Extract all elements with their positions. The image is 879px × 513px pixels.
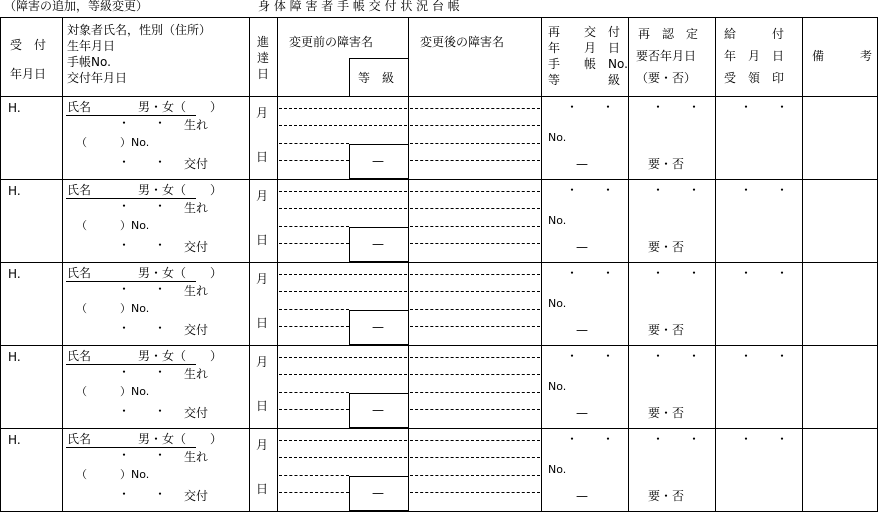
recert-yes-no: 要・否 <box>648 406 685 420</box>
birth-suffix: 生れ <box>184 284 209 298</box>
header-progress-2: 達 <box>257 51 270 65</box>
after-dash-line <box>410 409 540 410</box>
grade-box <box>349 144 409 179</box>
birth-dots: ・ ・ <box>118 282 167 296</box>
after-dash-line <box>410 475 540 476</box>
row-bottom-line <box>0 428 878 429</box>
after-dash-line <box>410 392 540 393</box>
row-bottom-line <box>0 262 878 263</box>
birth-dots: ・ ・ <box>118 448 167 462</box>
supply-date-dots: ・ ・ <box>740 349 789 363</box>
reissue-no: No. <box>548 380 567 393</box>
header-bottom-line <box>0 96 878 97</box>
recert-date-dots: ・ ・ <box>652 349 701 363</box>
era-prefix: H. <box>8 433 21 447</box>
progress-month: 月 <box>256 355 269 369</box>
name-label: 氏名 <box>67 349 92 363</box>
header-reissue-4: 等 級 <box>548 73 621 87</box>
col-line <box>277 17 278 512</box>
birth-suffix: 生れ <box>184 118 209 132</box>
notebook-number: （ ）No. <box>76 302 150 315</box>
notebook-number: （ ）No. <box>76 136 150 149</box>
progress-day: 日 <box>256 399 269 413</box>
after-dash-line <box>410 243 540 244</box>
form-title: 身 体 障 害 者 手 帳 交 付 状 況 台 帳 <box>258 0 460 13</box>
before-dash-line <box>279 475 349 476</box>
before-dash-line <box>279 326 349 327</box>
reissue-grade-dash: — <box>576 489 588 503</box>
header-top-line <box>0 17 878 18</box>
header-person-3: 手帳No. <box>67 55 111 69</box>
col-line <box>715 17 716 512</box>
header-supply-3: 受 領 印 <box>724 71 785 85</box>
header-before: 変更前の障害名 <box>289 35 374 49</box>
col-line <box>802 17 803 512</box>
grade-box <box>349 227 409 262</box>
header-remarks: 備 考 <box>812 49 873 63</box>
after-dash-line <box>410 291 540 292</box>
before-dash-line <box>279 457 407 458</box>
issue-dots: ・ ・ <box>118 321 167 335</box>
name-label: 氏名 <box>67 266 92 280</box>
sex-field: 男・女（ ） <box>138 100 223 114</box>
reissue-date-dots: ・ ・ <box>566 266 615 280</box>
name-label: 氏名 <box>67 183 92 197</box>
after-dash-line <box>410 191 540 192</box>
header-reissue-2: 年 月 日 <box>548 41 621 55</box>
notebook-number: （ ）No. <box>76 468 150 481</box>
sex-field: 男・女（ ） <box>138 349 223 363</box>
grade-dash: — <box>372 237 384 251</box>
col-line <box>541 17 542 512</box>
after-dash-line <box>410 357 540 358</box>
col-line <box>0 17 1 512</box>
recert-date-dots: ・ ・ <box>652 100 701 114</box>
after-dash-line <box>410 274 540 275</box>
header-after: 変更後の障害名 <box>420 35 505 49</box>
issue-suffix: 交付 <box>184 489 209 503</box>
era-prefix: H. <box>8 267 21 281</box>
after-dash-line <box>410 457 540 458</box>
before-dash-line <box>279 125 407 126</box>
before-dash-line <box>279 291 407 292</box>
reissue-date-dots: ・ ・ <box>566 349 615 363</box>
era-prefix: H. <box>8 350 21 364</box>
col-line <box>628 17 629 512</box>
recert-date-dots: ・ ・ <box>652 183 701 197</box>
birth-suffix: 生れ <box>184 367 209 381</box>
before-dash-line <box>279 274 407 275</box>
progress-month: 月 <box>256 106 269 120</box>
supply-date-dots: ・ ・ <box>740 100 789 114</box>
recert-yes-no: 要・否 <box>648 157 685 171</box>
grade-box <box>349 310 409 345</box>
reissue-no: No. <box>548 463 567 476</box>
supply-date-dots: ・ ・ <box>740 432 789 446</box>
header-person-1: 対象者氏名，性別（住所） <box>67 23 212 37</box>
before-dash-line <box>279 309 349 310</box>
issue-suffix: 交付 <box>184 323 209 337</box>
issue-suffix: 交付 <box>184 240 209 254</box>
era-prefix: H. <box>8 184 21 198</box>
row-bottom-line <box>0 179 878 180</box>
header-recert-3: （要・否） <box>636 71 697 85</box>
grade-dash: — <box>372 154 384 168</box>
before-dash-line <box>279 143 349 144</box>
birth-dots: ・ ・ <box>118 116 167 130</box>
header-reissue-1: 再 交 付 <box>548 25 621 39</box>
after-dash-line <box>410 160 540 161</box>
reissue-grade-dash: — <box>576 406 588 420</box>
name-label: 氏名 <box>67 432 92 446</box>
before-dash-line <box>279 409 349 410</box>
header-receipt-1: 受 付 <box>10 38 47 52</box>
birth-suffix: 生れ <box>184 201 209 215</box>
issue-dots: ・ ・ <box>118 238 167 252</box>
issue-suffix: 交付 <box>184 157 209 171</box>
after-dash-line <box>410 309 540 310</box>
issue-dots: ・ ・ <box>118 404 167 418</box>
after-dash-line <box>410 208 540 209</box>
col-line <box>62 17 63 512</box>
after-dash-line <box>410 125 540 126</box>
reissue-grade-dash: — <box>576 240 588 254</box>
reissue-date-dots: ・ ・ <box>566 183 615 197</box>
recert-yes-no: 要・否 <box>648 323 685 337</box>
before-dash-line <box>279 357 407 358</box>
before-dash-line <box>279 243 349 244</box>
before-dash-line <box>279 226 349 227</box>
issue-suffix: 交付 <box>184 406 209 420</box>
issue-dots: ・ ・ <box>118 155 167 169</box>
sex-field: 男・女（ ） <box>138 266 223 280</box>
recert-yes-no: 要・否 <box>648 240 685 254</box>
header-person-2: 生年月日 <box>67 39 116 53</box>
reissue-no: No. <box>548 214 567 227</box>
header-progress-1: 進 <box>257 35 270 49</box>
header-grade: 等 級 <box>358 71 395 85</box>
before-dash-line <box>279 392 349 393</box>
birth-suffix: 生れ <box>184 450 209 464</box>
after-dash-line <box>410 226 540 227</box>
header-reissue-3: 手 帳 No. <box>548 57 628 71</box>
era-prefix: H. <box>8 101 21 115</box>
reissue-no: No. <box>548 131 567 144</box>
grade-box <box>349 393 409 428</box>
sex-field: 男・女（ ） <box>138 183 223 197</box>
progress-day: 日 <box>256 482 269 496</box>
header-recert-2: 要否年月日 <box>636 49 697 63</box>
reissue-date-dots: ・ ・ <box>566 432 615 446</box>
after-dash-line <box>410 492 540 493</box>
after-dash-line <box>410 108 540 109</box>
col-line <box>249 17 250 512</box>
progress-day: 日 <box>256 150 269 164</box>
progress-day: 日 <box>256 316 269 330</box>
before-dash-line <box>279 440 407 441</box>
progress-month: 月 <box>256 189 269 203</box>
notebook-number: （ ）No. <box>76 219 150 232</box>
after-dash-line <box>410 326 540 327</box>
col-line <box>877 17 878 512</box>
recert-date-dots: ・ ・ <box>652 266 701 280</box>
header-supply-1: 給 付 <box>724 27 785 41</box>
supply-date-dots: ・ ・ <box>740 266 789 280</box>
before-dash-line <box>279 160 349 161</box>
before-dash-line <box>279 492 349 493</box>
after-dash-line <box>410 143 540 144</box>
reissue-date-dots: ・ ・ <box>566 100 615 114</box>
header-receipt-2: 年月日 <box>10 67 47 81</box>
after-dash-line <box>410 374 540 375</box>
header-progress-3: 日 <box>257 67 270 81</box>
header-recert-1: 再 認 定 <box>638 27 699 41</box>
birth-dots: ・ ・ <box>118 199 167 213</box>
grade-box <box>349 476 409 511</box>
reissue-grade-dash: — <box>576 157 588 171</box>
grade-dash: — <box>372 320 384 334</box>
recert-yes-no: 要・否 <box>648 489 685 503</box>
after-dash-line <box>410 440 540 441</box>
name-label: 氏名 <box>67 100 92 114</box>
progress-month: 月 <box>256 272 269 286</box>
sex-field: 男・女（ ） <box>138 432 223 446</box>
row-bottom-line <box>0 511 878 512</box>
progress-month: 月 <box>256 438 269 452</box>
grade-dash: — <box>372 403 384 417</box>
birth-dots: ・ ・ <box>118 365 167 379</box>
header-person-4: 交付年月日 <box>67 71 128 85</box>
progress-day: 日 <box>256 233 269 247</box>
before-dash-line <box>279 208 407 209</box>
reissue-no: No. <box>548 297 567 310</box>
header-supply-2: 年 月 日 <box>724 49 785 63</box>
row-bottom-line <box>0 345 878 346</box>
notebook-number: （ ）No. <box>76 385 150 398</box>
reissue-grade-dash: — <box>576 323 588 337</box>
form-note: （障害の追加，等級変更） <box>4 0 149 13</box>
before-dash-line <box>279 108 407 109</box>
before-dash-line <box>279 191 407 192</box>
before-dash-line <box>279 374 407 375</box>
supply-date-dots: ・ ・ <box>740 183 789 197</box>
recert-date-dots: ・ ・ <box>652 432 701 446</box>
issue-dots: ・ ・ <box>118 487 167 501</box>
grade-dash: — <box>372 486 384 500</box>
